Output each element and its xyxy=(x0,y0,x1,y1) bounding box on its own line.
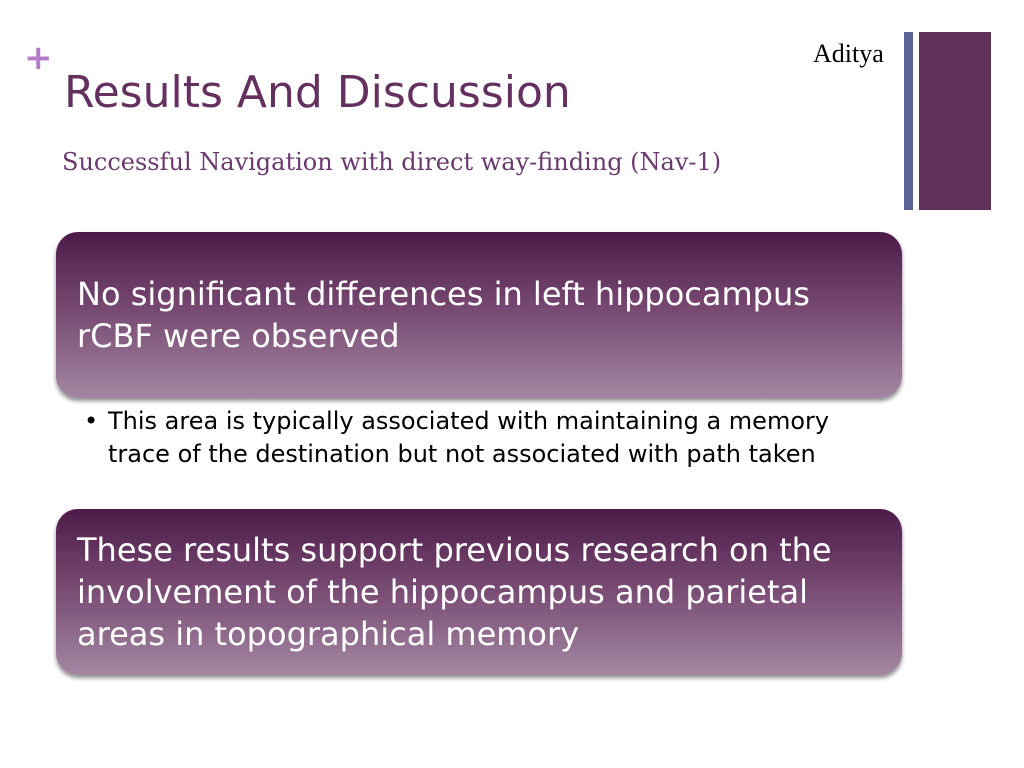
bullet-text: This area is typically associated with maintaining a memory trace of the destination but not associated with path taken xyxy=(108,407,830,468)
plus-icon: + xyxy=(24,38,53,78)
author-name: Aditya xyxy=(813,39,884,68)
decorative-thin-bar xyxy=(904,32,913,210)
bullet-list xyxy=(84,405,864,471)
slide-title: Results And Discussion xyxy=(64,67,571,118)
callout-box-research-support xyxy=(56,509,902,675)
bullet-marker: • xyxy=(84,407,99,435)
callout-text: No significant differences in left hippocampus rCBF were observed xyxy=(77,275,810,355)
slide-subtitle: Successful Navigation with direct way-finding (Nav-1) xyxy=(62,148,722,176)
decorative-wide-bar xyxy=(919,32,991,210)
callout-box-hippocampus-finding xyxy=(56,232,902,398)
bullet-item xyxy=(84,405,864,471)
callout-text: These results support previous research on the involvement of the hippocampus and parietal areas in topographical memory xyxy=(77,531,832,653)
